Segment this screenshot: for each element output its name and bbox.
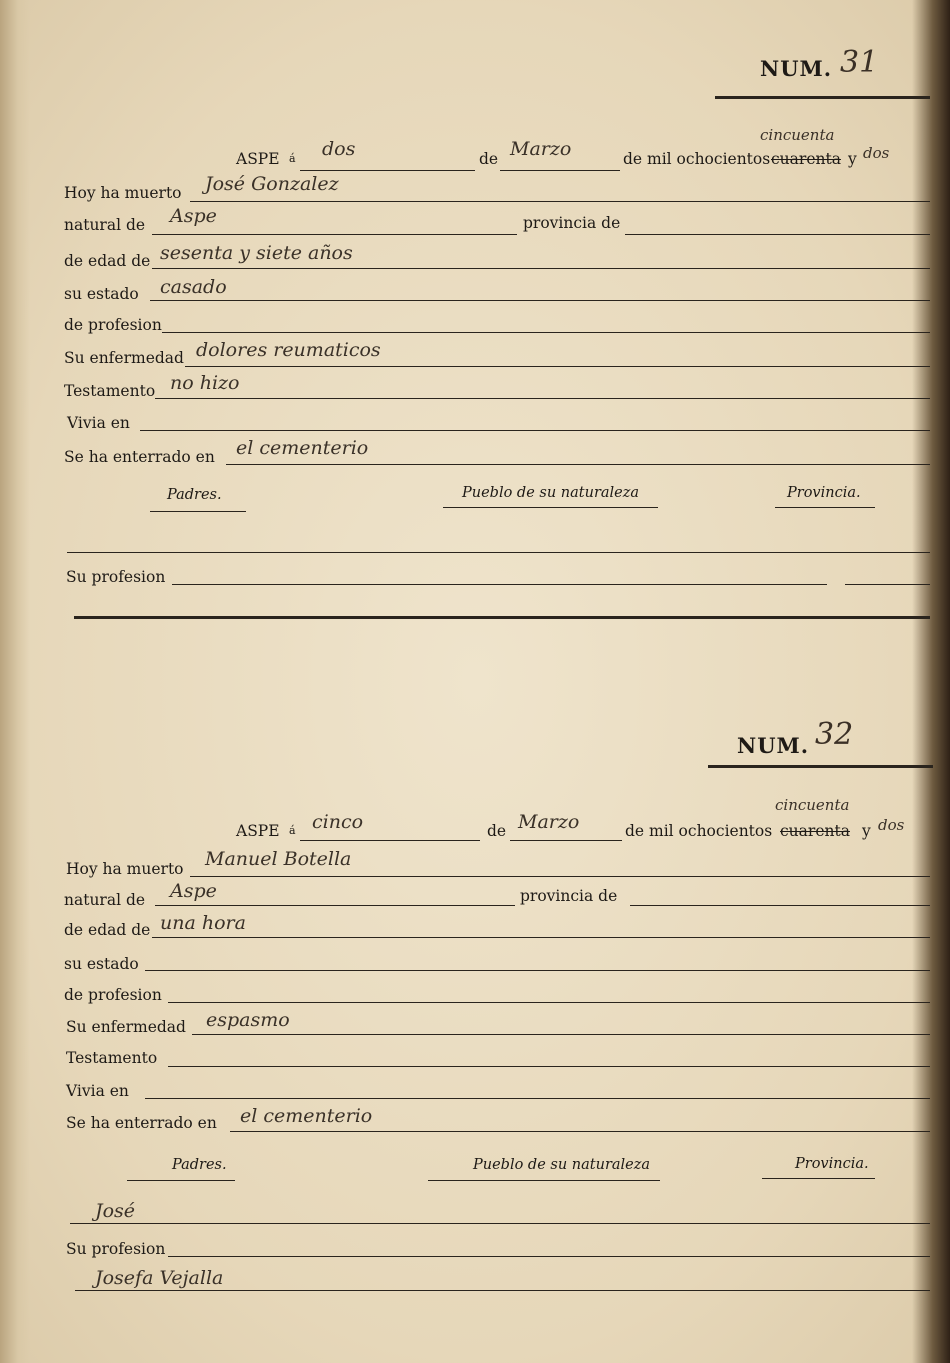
natural-de-label: natural de [64,891,146,909]
enterrado-label: Se ha enterrado en [64,448,215,466]
su-profesion-line [172,584,827,585]
page-edge [912,0,950,1363]
enfermedad-label: Su enfermedad [66,1018,186,1036]
natural-line [155,905,515,906]
enfermedad-line [185,366,930,367]
enfermedad-label: Su enfermedad [64,349,184,367]
enfermedad-value: dolores reumaticos [196,339,381,361]
enterrado-label: Se ha enterrado en [66,1114,217,1132]
header-pueblo: Pueblo de su naturaleza [462,485,640,501]
name-line [190,201,930,202]
year-phrase-label: de mil ochocientos [625,822,773,840]
header-provincia: Provincia. [795,1156,869,1172]
year-phrase-label: de mil ochocientos [623,150,771,168]
enterrado-line [226,464,930,465]
mother-line [75,1290,930,1291]
place-label: ASPE [236,150,280,168]
enterrado-line [230,1131,930,1132]
number-underline [708,765,933,768]
month-line [500,170,620,171]
mother-line [74,616,930,619]
header-pueblo-line [443,507,658,508]
natural-value: Aspe [170,880,217,902]
cuarenta-struck: cuarenta [771,150,841,168]
header-padres: Padres. [172,1157,227,1173]
place-label: ASPE [236,822,280,840]
header-padres-line [150,511,246,512]
cuarenta-struck: cuarenta [780,822,850,840]
edad-value: una hora [160,912,246,934]
header-provincia-line [762,1178,875,1179]
provincia-de-label: provincia de [520,887,618,905]
deceased-name-value: José Gonzalez [205,173,339,195]
father-value: José [95,1200,136,1222]
estado-value: casado [160,276,227,298]
enterrado-value: el cementerio [236,437,369,459]
day-value: cinco [312,811,364,833]
natural-de-label: natural de [64,216,146,234]
deceased-name-value: Manuel Botella [205,848,352,870]
edad-value: sesenta y siete años [160,242,353,264]
year-suffix-value: dos [878,816,905,834]
vivia-en-label: Vivia en [67,414,130,432]
testamento-label: Testamento [66,1049,158,1067]
vivia-en-label: Vivia en [66,1082,129,1100]
month-line [510,840,622,841]
vivia-line [140,430,930,431]
record-number: 32 [815,717,854,752]
y-label: y [848,150,857,168]
binding-shadow [0,0,30,1363]
edad-line [152,268,930,269]
day-line [300,840,480,841]
edad-line [152,937,930,938]
day-value: dos [322,138,356,160]
month-value: Marzo [510,138,572,160]
profesion-label: de profesion [64,316,162,334]
natural-value: Aspe [170,205,217,227]
testamento-line [168,1066,930,1067]
provincia-line [625,234,930,235]
testamento-line [155,398,930,399]
provincia-de-label: provincia de [523,214,621,232]
header-pueblo-line [428,1180,660,1181]
month-value: Marzo [518,811,580,833]
edad-label: de edad de [64,921,151,939]
profesion-label: de profesion [64,986,162,1004]
year-suffix-value: dos [863,144,890,162]
profesion-line [162,332,930,333]
enfermedad-value: espasmo [206,1009,290,1031]
a-label: á [289,152,296,165]
su-profesion-line [168,1256,930,1257]
record-number-label: NUM. [760,56,833,81]
header-padres-line [127,1180,235,1181]
natural-line [152,234,517,235]
record-number: 31 [840,45,879,80]
de-label: de [487,822,507,840]
de-label: de [479,150,499,168]
year-correction: cincuenta [775,796,850,814]
number-underline [715,96,930,99]
estado-line [145,970,930,971]
father-line [70,1223,930,1224]
header-pueblo: Pueblo de su naturaleza [473,1157,651,1173]
hoy-ha-muerto-label: Hoy ha muerto [64,184,182,202]
header-provincia: Provincia. [787,485,861,501]
su-profesion-label: Su profesion [66,568,166,586]
hoy-ha-muerto-label: Hoy ha muerto [66,860,184,878]
enfermedad-line [192,1034,930,1035]
a-label: á [289,824,296,837]
record-number-label: NUM. [737,733,810,758]
y-label: y [862,822,871,840]
profesion-line [168,1002,930,1003]
estado-label: su estado [64,285,139,303]
su-profesion-label: Su profesion [66,1240,166,1258]
testamento-value: no hizo [170,372,240,394]
mother-value: Josefa Vejalla [95,1267,224,1289]
header-provincia-line [775,507,875,508]
testamento-label: Testamento [64,382,156,400]
edad-label: de edad de [64,252,151,270]
header-padres: Padres. [167,487,222,503]
estado-line [150,300,930,301]
provincia-line [630,905,930,906]
day-line [300,170,475,171]
year-correction: cincuenta [760,126,835,144]
estado-label: su estado [64,955,139,973]
enterrado-value: el cementerio [240,1105,373,1127]
su-profesion-line-2 [845,584,930,585]
father-line [67,552,930,553]
name-line [190,876,930,877]
vivia-line [145,1098,930,1099]
